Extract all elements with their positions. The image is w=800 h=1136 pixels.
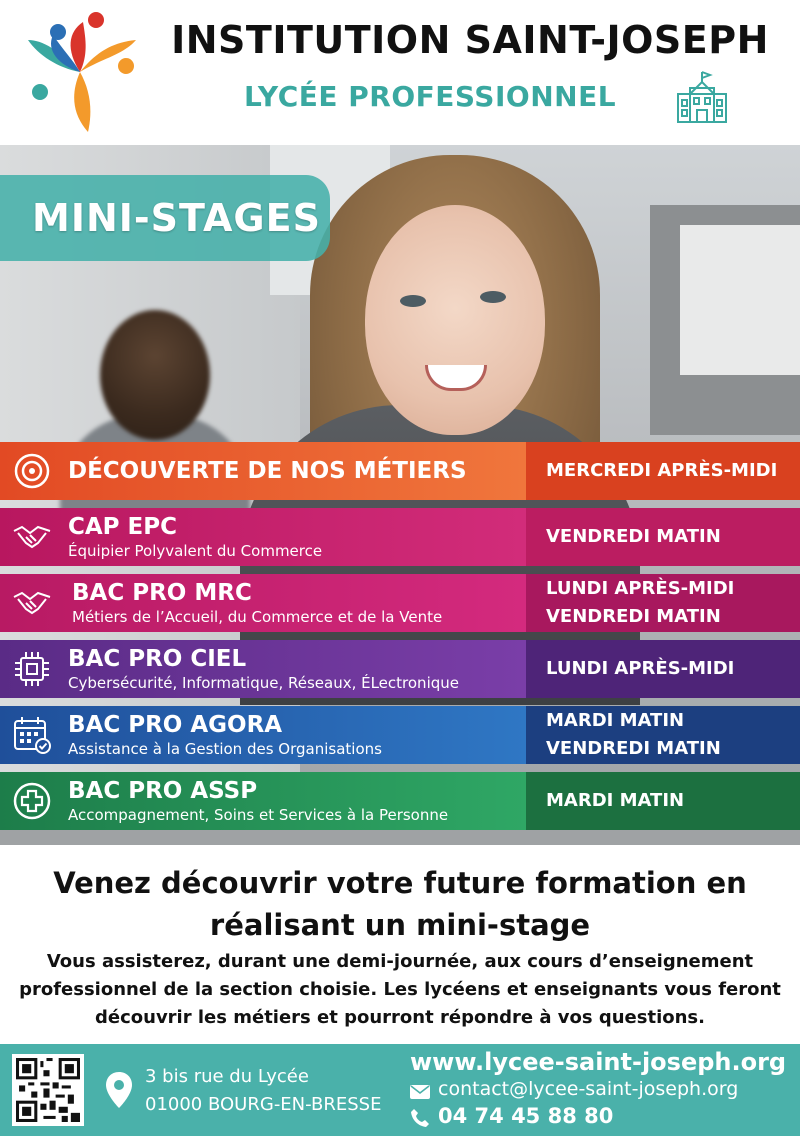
body-text: Vous assisterez, durant une demi-journée, aux cours d’enseignement professionnel de la section choisie. Les lycéens et enseignants vous feront découvrir les métiers et pourront répondre à vos questions. <box>19 951 781 1028</box>
program-description: Équipier Polyvalent du Commerce <box>68 542 323 560</box>
program-schedule: MARDI MATIN <box>526 772 800 830</box>
program-name: CAP EPC <box>68 514 177 540</box>
program-schedule: MERCREDI APRÈS-MIDI <box>526 442 800 500</box>
page-subtitle: LYCÉE PROFESSIONNEL <box>243 80 617 113</box>
target-icon <box>12 451 52 491</box>
program-row <box>0 574 800 632</box>
program-description: Assistance à la Gestion des Organisations <box>68 740 382 758</box>
program-name: BAC PRO MRC <box>72 580 252 606</box>
footer <box>0 1044 800 1136</box>
calendar-check-icon <box>12 715 52 755</box>
program-row <box>0 772 800 830</box>
mail-icon <box>410 1085 430 1099</box>
program-schedule: LUNDI APRÈS-MIDI VENDREDI MATIN <box>526 574 800 632</box>
headline: Venez découvrir votre future formation en réalisant un mini-stage <box>53 866 747 942</box>
address-line-1: 3 bis rue du Lycée <box>145 1066 309 1087</box>
medical-cross-icon <box>12 781 52 821</box>
website-link[interactable]: www.lycee-saint-joseph.org <box>410 1048 787 1076</box>
program-description: Accompagnement, Soins et Services à la Personne <box>68 806 449 824</box>
program-description: Cybersécurité, Informatique, Réseaux, ÉLectronique <box>68 674 459 692</box>
program-name: BAC PRO AGORA <box>68 712 283 738</box>
program-schedule: LUNDI APRÈS-MIDI <box>526 640 800 698</box>
program-name: BAC PRO ASSP <box>68 778 258 804</box>
handshake-icon <box>12 517 52 557</box>
school-building-icon <box>676 70 728 125</box>
mini-stages-banner: MINI-STAGES <box>0 175 330 261</box>
program-schedule: MARDI MATIN VENDREDI MATIN <box>526 706 800 764</box>
phone-icon <box>410 1108 430 1128</box>
info-section <box>0 846 800 1044</box>
program-name: DÉCOUVERTE DE NOS MÉTIERS <box>68 458 467 484</box>
location-pin-icon <box>104 1070 134 1110</box>
program-schedule: VENDREDI MATIN <box>526 508 800 566</box>
qr-code-icon[interactable] <box>12 1054 84 1126</box>
header <box>0 0 800 145</box>
program-description: Métiers de l’Accueil, du Commerce et de la Vente <box>72 608 443 626</box>
people-logo-icon <box>18 10 143 135</box>
program-row <box>0 706 800 764</box>
page-title: INSTITUTION SAINT-JOSEPH <box>171 18 769 62</box>
program-name: BAC PRO CIEL <box>68 646 247 672</box>
email-link[interactable]: contact@lycee-saint-joseph.org <box>438 1078 739 1100</box>
address-line-2: 01000 BOURG-EN-BRESSE <box>145 1094 382 1115</box>
handshake-icon <box>12 583 52 623</box>
chip-icon <box>12 649 52 689</box>
program-row <box>0 640 800 698</box>
program-row <box>0 442 800 500</box>
program-row <box>0 508 800 566</box>
phone-link[interactable]: 04 74 45 88 80 <box>438 1104 614 1128</box>
